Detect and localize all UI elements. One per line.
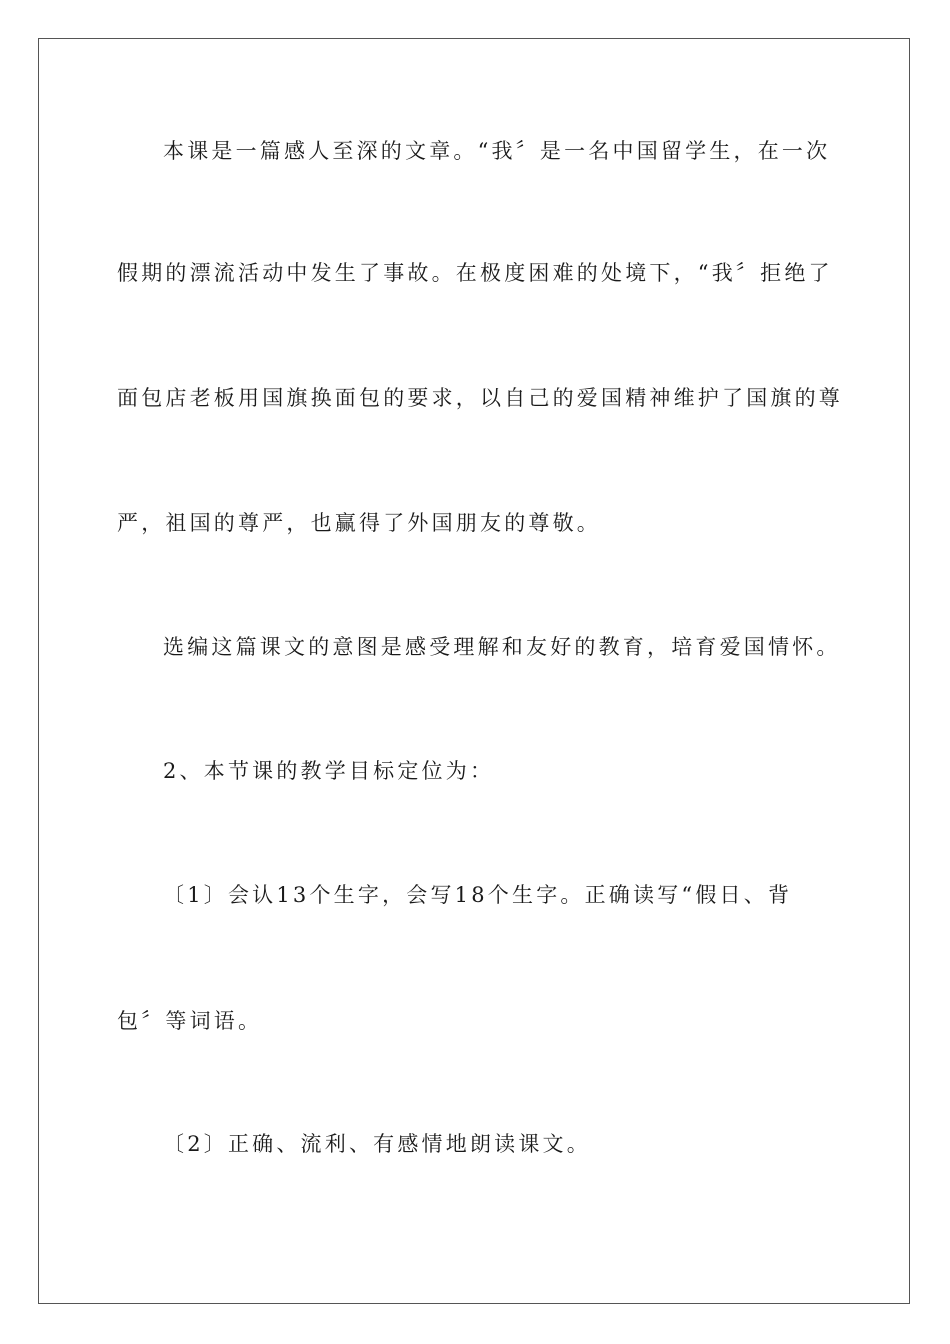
paragraph-1-line-1: 本课是一篇感人至深的文章。“我〞是一名中国留学生，在一次 <box>163 139 831 163</box>
objective-1-line-2: 包〞等词语。 <box>117 1009 263 1033</box>
section-heading: 2、本节课的教学目标定位为： <box>163 759 495 783</box>
paragraph-2-line-1: 选编这篇课文的意图是感受理解和友好的教育，培育爱国情怀。 <box>163 635 841 659</box>
objective-1-line-1: 〔1〕会认13个生字，会写18个生字。正确读写“假日、背 <box>163 883 793 907</box>
paragraph-1-line-4: 严，祖国的尊严，也赢得了外国朋友的尊敬。 <box>117 511 601 535</box>
objective-2-line-1: 〔2〕正确、流利、有感情地朗读课文。 <box>163 1132 591 1156</box>
paragraph-1-line-2: 假期的漂流活动中发生了事故。在极度困难的处境下，“我〞拒绝了 <box>117 261 833 285</box>
paragraph-1-line-3: 面包店老板用国旗换面包的要求，以自己的爱国精神维护了国旗的尊 <box>117 386 843 410</box>
page-border <box>38 38 910 1304</box>
